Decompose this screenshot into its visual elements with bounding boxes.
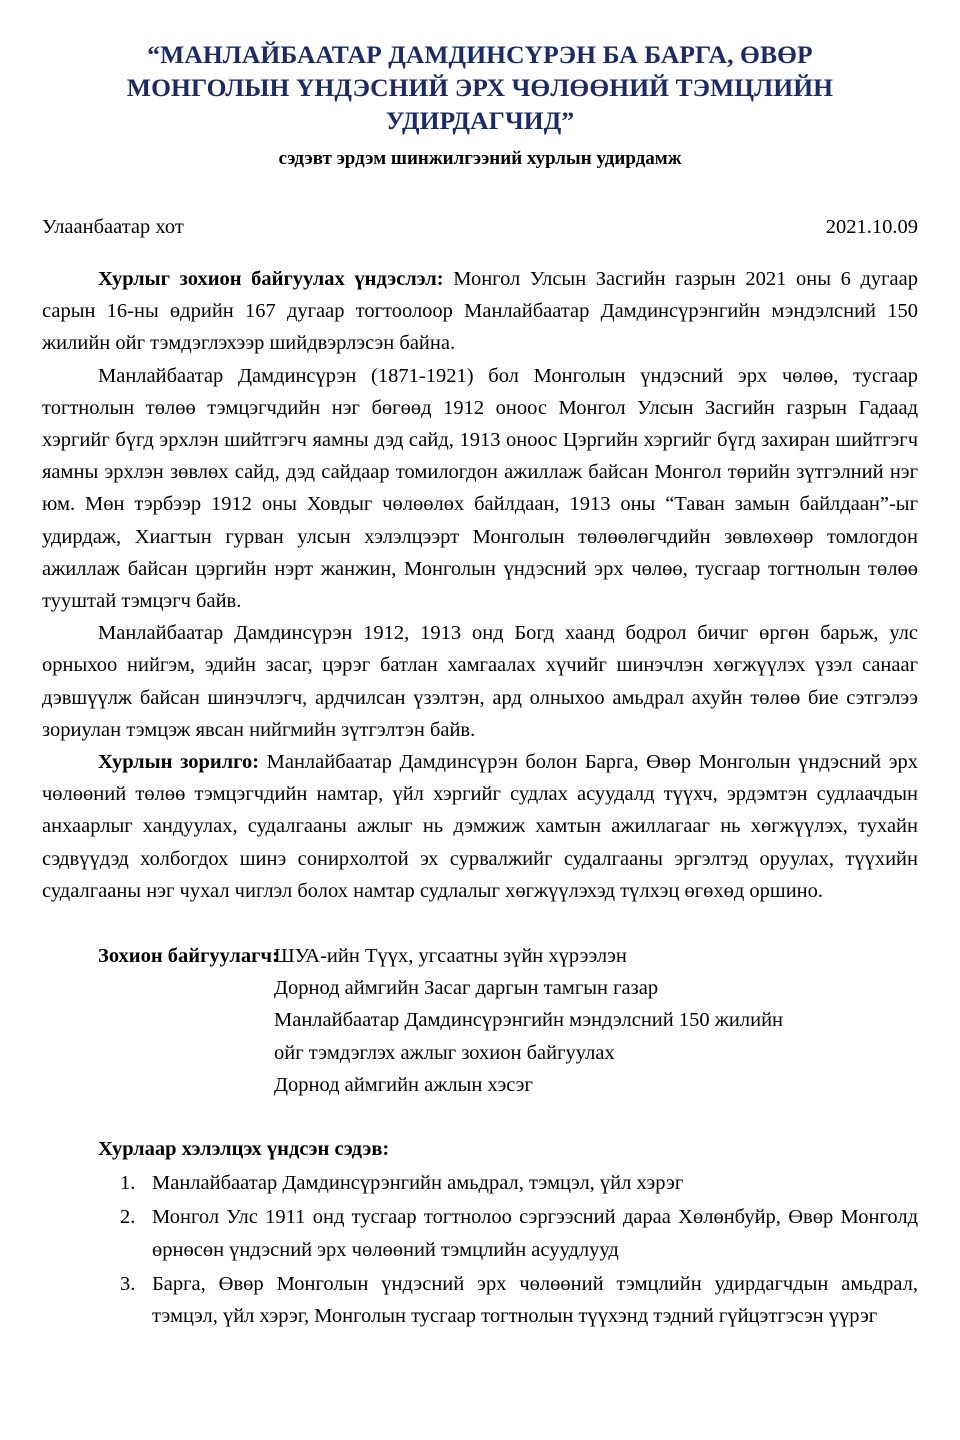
organizer-label: Зохион байгуулагч: [98,945,279,968]
body-area [42,263,918,1332]
paragraph-biography-1: Манлайбаатар Дамдинсүрэн (1871-1921) бол Монголын үндэсний эрх чөлөө, тусгаар тогтнолын төлөө тэмцэгчдийн нэг бөгөөд 1912 оноос Монгол Улсын Засгийн газрын Гадаад хэргийг бүгд эрхлэн шийтгэгч яамны дэд сайд, 1913 оноос Цэргийн хэргийг бүгд захиран шийтгэгч яамны эрхлэн зөвлөх сайд, дэд сайдаар томилогдон ажиллаж байсан Монгол төрийн зүтгэлний нэг юм. Мөн тэрбээр 1912 оны Ховдыг чөлөөлөх байлдаан, 1913 оны “Таван замын байлдаан”-ыг удирдаж, Хиагтын гурван улсын хэлэлцээрт Монголын төлөөлөгчдийн зөвлөхөөр томлогдон ажиллаж байсан цэргийн нэрт жанжин, Монголын үндэсний эрх чөлөө, тусгаар тогтнолын төлөө тууштай тэмцэгч байв. [42,364,918,613]
list-item: Барга, Өвөр Монголын үндэсний эрх чөлөөний тэмцлийн удирдагчдын амьдрал, тэмцэл, үйл хэрэг, Монголын тусгаар тогтнолын түүхэнд тэдний гүйцэтгэсэн үүрэг [152,1272,918,1328]
page-title-line-2: МОНГОЛЫН ҮНДЭСНИЙ ЭРХ ЧӨЛӨӨНИЙ ТЭМЦЛИЙН [126,73,834,102]
organizer-values [274,940,918,1101]
date-label: 2021.10.09 [825,216,918,238]
meta-row [42,214,918,240]
organizer-value: Дорнод аймгийн Засаг даргын тамгын газар [274,977,659,1000]
paragraph-basis [42,263,918,360]
place-label: Улаанбаатар хот [42,216,184,238]
page-title [85,38,875,137]
organizer-value: ойг тэмдэглэх ажлыг зохион байгуулах [274,1041,615,1064]
topics-list [42,1167,918,1332]
topics-heading: Хурлаар хэлэлцэх үндсэн сэдэв: [98,1138,390,1161]
organizer-value: Манлайбаатар Дамдинсүрэнгийн мэндэлсний 150 жилийн [274,1009,784,1032]
paragraph-biography-2: Манлайбаатар Дамдинсүрэн 1912, 1913 онд Богд хаанд бодрол бичиг өргөн барьж, улс орныхоо нийгэм, эдийн засаг, цэрэг батлан хамгаалах хүчийг шинэчлэн хөгжүүлэх үзэл санааг дэвшүүлж байсан шинэчлэгч, ардчилсан үзэлтэн, ард олныхоо амьдрал ахуйн төлөө бие сэтгэлээ зориулан тэмцэж явсан нийгмийн зүтгэлтэн байв. [42,622,918,741]
organizer-block [42,940,918,1101]
page-title-line-1: “МАНЛАЙБААТАР ДАМДИНСҮРЭН БА БАРГА, ӨВӨР [147,40,813,69]
page-subtitle: сэдэвт эрдэм шинжилгээний хурлын удирдамж [278,148,682,169]
list-item: Манлайбаатар Дамдинсүрэнгийн амьдрал, тэмцэл, үйл хэрэг [152,1172,684,1195]
topics-block [42,1133,918,1332]
organizer-value: Дорнод аймгийн ажлын хэсэг [274,1073,533,1096]
list-item: Монгол Улс 1911 онд тусгаар тогтнолоо сэргээсний дараа Хөлөнбуйр, Өвөр Монголд өрнөсөн үндэсний эрх чөлөөний тэмцлийн асуудлууд [152,1206,918,1261]
paragraph-basis-lead: Хурлыг зохион байгуулах үндэслэл: [98,268,444,290]
paragraph-purpose [42,746,918,907]
title-block [42,0,918,172]
paragraph-purpose-lead: Хурлын зорилго: [98,751,260,774]
paragraph-basis-text: Монгол Улсын Засгийн газрын 2021 оны 6 дугаар сарын 16-ны өдрийн 167 дугаар тогтоолоор Манлайбаатар Дамдинсүрэнгийн мэндэлсний 150 жилийн ойг тэмдэглэхээр шийдвэрлэсэн байна. [42,268,918,355]
organizer-value: ШУА-ийн Түүх, угсаатны зүйн хүрээлэн [274,945,627,968]
paragraph-purpose-text: Манлайбаатар Дамдинсүрэн болон Барга, Өвөр Монголын үндэсний эрх чөлөөний төлөө тэмцэгчдийн намтар, үйл хэргийг судлах асуудалд түүхч, эрдэмтэн судлаачдын анхаарлыг хандуулах, судалгааны ажлыг нь дэмжиж хамтын ажиллагааг нь хөгжүүлэх, тухайн сэдвүүдэд холбогдох шинэ сонирхолтой эх сурвалжийг судалгааны эргэлтэд оруулах, түүхийн судалгааны нэг чухал чиглэл болох намтар судлалыг хөгжүүлэхэд түлхэц өгөхөд оршино. [42,751,918,902]
page-title-line-3: УДИРДАГЧИД” [385,106,575,135]
